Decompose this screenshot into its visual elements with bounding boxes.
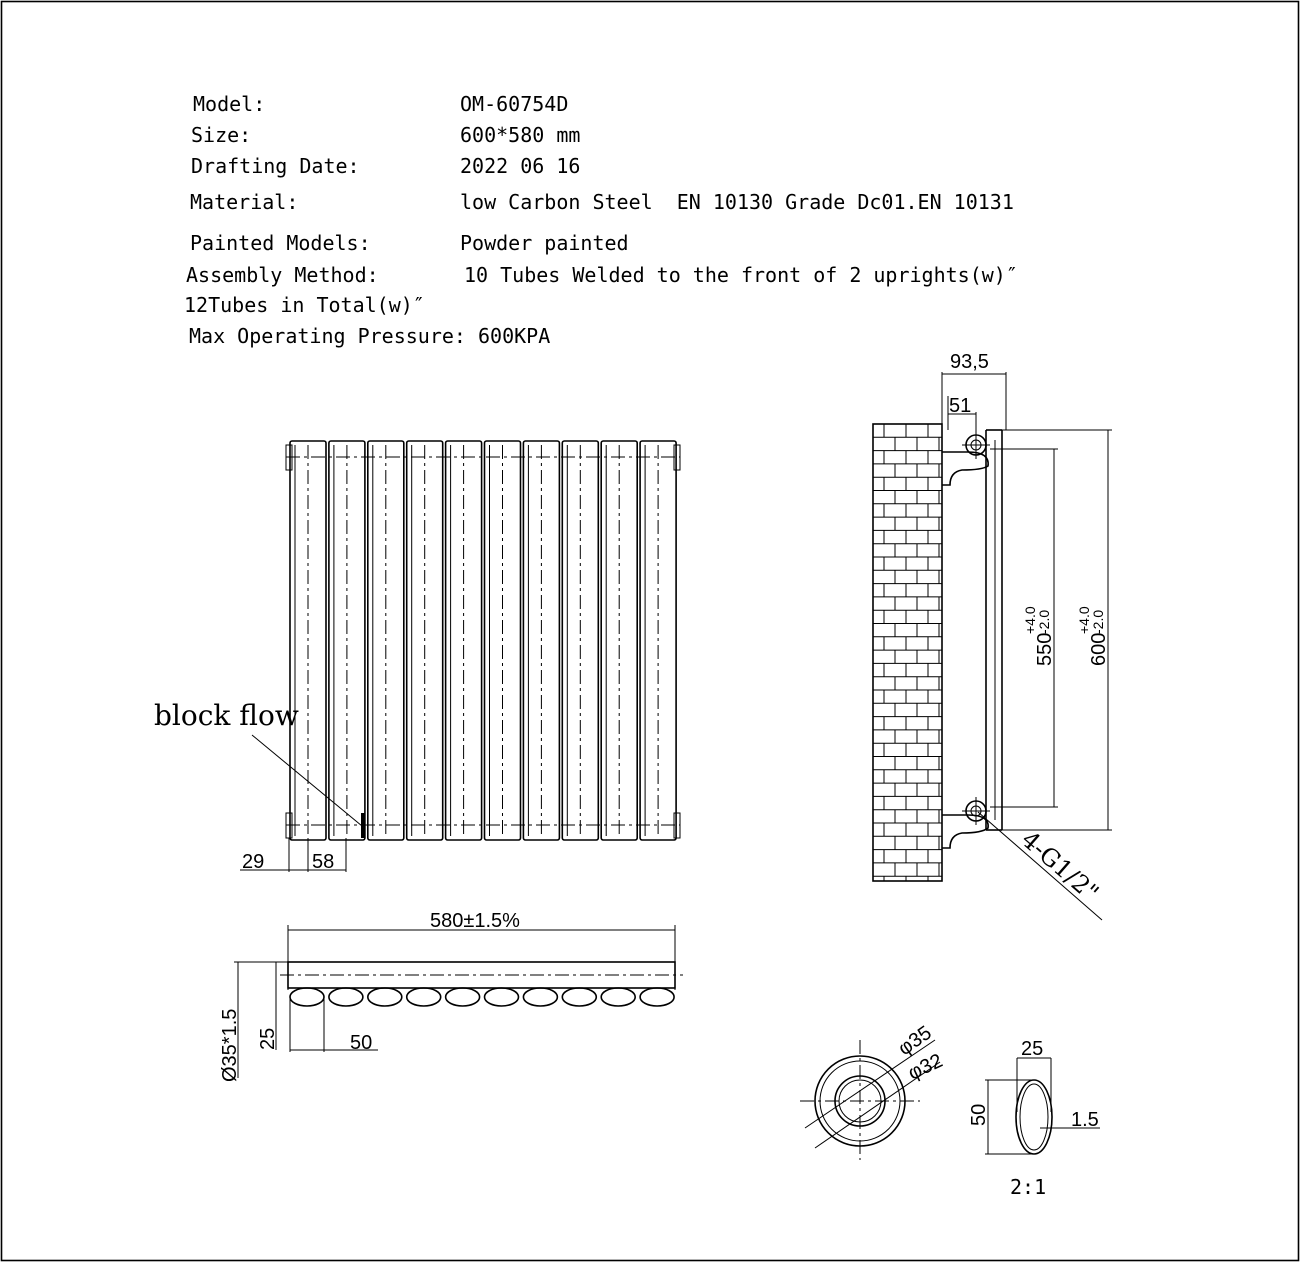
outer-dia-label: φ35 — [894, 1021, 936, 1061]
bracket-top — [942, 452, 988, 485]
height-tol-upper: +4.0 — [1076, 606, 1092, 634]
assembly-method-label: Assembly Method: — [186, 263, 379, 287]
plan-tube — [407, 988, 441, 1006]
width-dim-label: 580±1.5% — [430, 910, 520, 932]
tubes-total: 12Tubes in Total(w)″ — [184, 293, 425, 317]
drafting-date-value: 2022 06 16 — [460, 154, 581, 178]
brick-pattern — [873, 424, 942, 881]
plan-tube — [446, 988, 480, 1006]
height-value: 600 — [1088, 632, 1110, 666]
size-value: 600*580 mm — [460, 123, 581, 147]
plan-tube — [290, 988, 324, 1006]
depth-dim-label: 25 — [257, 1027, 279, 1050]
profile-depth-label: 25 — [1021, 1038, 1044, 1060]
connection-label: 4-G1/2" — [1016, 825, 1105, 908]
depth-total-label: 93,5 — [950, 351, 989, 373]
spec-block — [184, 92, 1018, 348]
dim-58: 58 — [312, 851, 335, 873]
height-tol-lower: -2.0 — [1090, 609, 1106, 634]
material-value: low Carbon Steel EN 10130 Grade Dc01.EN 10131 — [460, 190, 1014, 214]
front-tube-group — [290, 441, 676, 840]
centres-tol-lower: -2.0 — [1036, 609, 1052, 634]
tube-section-detail — [800, 1022, 1100, 1199]
centres-value: 550 — [1034, 632, 1056, 666]
material-label: Material: — [190, 190, 299, 214]
dim-29: 29 — [242, 851, 265, 873]
profile-oval-inner — [1020, 1084, 1048, 1150]
inner-dia-label: φ32 — [904, 1049, 947, 1085]
spacing-dim-label: 50 — [350, 1032, 373, 1054]
plan-tube — [368, 988, 402, 1006]
plan-tube-group — [290, 988, 674, 1006]
model-label: Model: — [193, 92, 266, 116]
painted-models-value: Powder painted — [460, 231, 629, 255]
centres-dim-label — [1022, 606, 1056, 666]
profile-height-label: 50 — [968, 1103, 990, 1126]
drafting-date-label: Drafting Date: — [191, 154, 360, 178]
top-view — [219, 910, 683, 1082]
side-view — [873, 351, 1112, 920]
wall-thickness-label: 1.5 — [1071, 1109, 1099, 1131]
plan-tube — [562, 988, 596, 1006]
block-flow-leader — [252, 735, 362, 826]
plan-tube — [329, 988, 363, 1006]
block-flow-marker — [361, 813, 365, 838]
bracket-offset-label: 51 — [949, 395, 972, 417]
painted-models-label: Painted Models: — [190, 231, 371, 255]
block-flow-label: block flow — [154, 699, 299, 732]
detail-scale: 2:1 — [1010, 1175, 1047, 1199]
plan-tube — [523, 988, 557, 1006]
profile-oval-outer — [1016, 1080, 1052, 1154]
assembly-method-value: 10 Tubes Welded to the front of 2 uprights(w)″ — [464, 263, 1018, 287]
wall-outline — [873, 424, 942, 881]
height-dim-label — [1076, 606, 1110, 666]
plan-tube — [601, 988, 635, 1006]
size-label: Size: — [191, 123, 252, 147]
plan-tube — [640, 988, 674, 1006]
model-value: OM-60754D — [460, 92, 569, 116]
max-pressure: Max Operating Pressure: 600KPA — [189, 324, 551, 348]
dia-dim-label: Ø35*1.5 — [219, 1008, 241, 1082]
plan-tube — [485, 988, 519, 1006]
front-view — [154, 441, 680, 873]
centres-tol-upper: +4.0 — [1022, 606, 1038, 634]
